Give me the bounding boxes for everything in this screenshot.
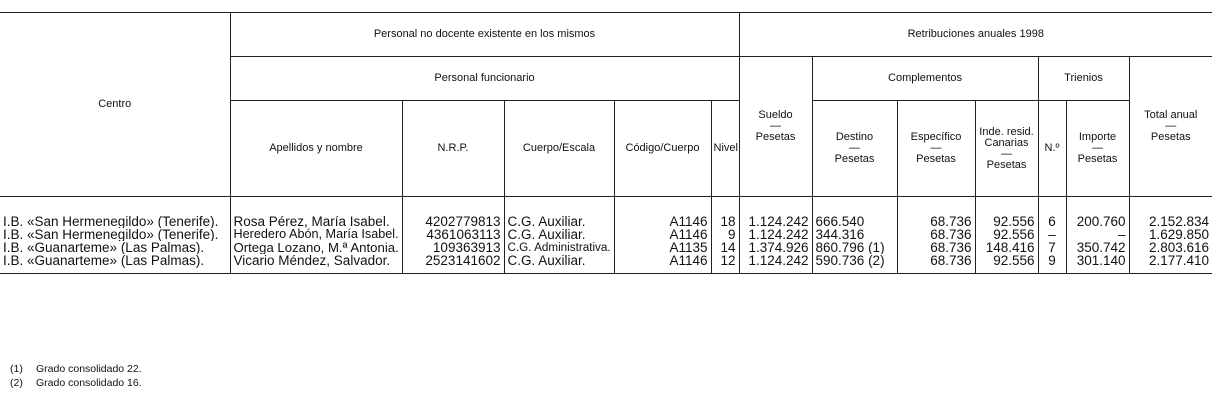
- footnotes: [10, 362, 142, 390]
- footnote-text: Grado consolidado 22.: [36, 363, 142, 375]
- cell-codigo: A1146: [614, 228, 711, 241]
- cell-centro: I.B. «Guanarteme» (Las Palmas).: [3, 241, 205, 254]
- header-importe-label: Importe: [1078, 131, 1117, 143]
- header-nrp: N.R.P.: [402, 101, 504, 197]
- table-header: [0, 13, 1212, 197]
- cell-trienios-n: 9: [1038, 254, 1066, 274]
- header-centro: Centro: [0, 13, 230, 197]
- cell-total: 2.152.834: [1129, 197, 1212, 229]
- cell-nrp: 2523141602: [402, 254, 504, 274]
- cell-destino: 590.736 (2): [812, 254, 897, 274]
- header-destino-dash: —: [849, 142, 861, 154]
- table-row: [0, 197, 1212, 229]
- cell-cuerpo: C.G. Administrativa.: [504, 241, 614, 254]
- header-indemnizacion: [975, 101, 1038, 197]
- header-especifico-dash: —: [930, 142, 942, 154]
- header-indemn-line1: Inde. resid.: [979, 125, 1034, 138]
- cell-centro: I.B. «San Hermenegildo» (Tenerife).: [3, 214, 219, 228]
- cell-nombre: Heredero Abón, María Isabel.: [230, 228, 402, 241]
- header-complementos: Complementos: [812, 57, 1038, 101]
- header-importe-dash: —: [1092, 142, 1104, 154]
- cell-indemnizacion: 92.556: [975, 197, 1038, 229]
- footnote-number: (1): [10, 363, 23, 375]
- cell-importe: 301.140: [1066, 254, 1129, 274]
- header-importe: [1066, 101, 1129, 197]
- cell-codigo: A1135: [614, 241, 711, 254]
- cell-especifico: 68.736: [897, 228, 975, 241]
- header-sueldo-label: Sueldo: [758, 109, 793, 121]
- header-sueldo-dash: —: [770, 120, 782, 132]
- cell-sueldo: 1.124.242: [739, 254, 812, 274]
- cell-indemnizacion: 92.556: [975, 254, 1038, 274]
- cell-cuerpo: C.G. Auxiliar.: [504, 254, 614, 274]
- header-sueldo-unit: Pesetas: [755, 131, 796, 143]
- cell-indemnizacion: 148.416: [975, 241, 1038, 254]
- header-destino: [812, 101, 897, 197]
- cell-sueldo: 1.124.242: [739, 197, 812, 229]
- cell-indemnizacion: 92.556: [975, 228, 1038, 241]
- retribuciones-table: [0, 12, 1212, 274]
- header-especifico: [897, 101, 975, 197]
- cell-sueldo: 1.124.242: [739, 228, 812, 241]
- header-personal-no-docente: Personal no docente existente en los mismos: [230, 13, 739, 57]
- table-row: [0, 241, 1212, 254]
- header-codigo: Código/Cuerpo: [614, 101, 711, 197]
- header-personal-funcionario: Personal funcionario: [230, 57, 739, 101]
- cell-nivel: 12: [711, 254, 739, 274]
- footnote-number: (2): [10, 377, 23, 389]
- header-importe-unit: Pesetas: [1077, 153, 1118, 165]
- cell-importe: 350.742: [1066, 241, 1129, 254]
- header-indemn-dash: —: [1001, 147, 1013, 160]
- header-total: [1129, 57, 1212, 197]
- footnote: [10, 376, 142, 390]
- cell-nombre: Ortega Lozano, M.ª Antonia.: [230, 241, 402, 254]
- header-especifico-unit: Pesetas: [916, 153, 956, 165]
- header-total-dash: —: [1165, 120, 1177, 132]
- header-especifico-label: Específico: [910, 131, 962, 143]
- cell-total: 2.177.410: [1129, 254, 1212, 274]
- cell-destino: 344.316: [812, 228, 897, 241]
- cell-cuerpo: C.G. Auxiliar.: [504, 228, 614, 241]
- header-sueldo: [739, 57, 812, 197]
- header-indemn-line2: Canarias: [984, 136, 1029, 149]
- table-body: [0, 197, 1212, 274]
- cell-nrp: 109363913: [402, 241, 504, 254]
- cell-destino: 860.796 (1): [812, 241, 897, 254]
- header-destino-label: Destino: [835, 131, 874, 143]
- cell-centro: I.B. «Guanarteme» (Las Palmas).: [3, 254, 205, 268]
- cell-codigo: A1146: [614, 254, 711, 274]
- header-total-label: Total anual: [1144, 109, 1198, 121]
- cell-nivel: 14: [711, 241, 739, 254]
- header-trienios-n: N.º: [1038, 101, 1066, 197]
- cell-nivel: 18: [711, 197, 739, 229]
- cell-nombre: Rosa Pérez, María Isabel.: [230, 197, 402, 229]
- header-cuerpo: Cuerpo/Escala: [504, 101, 614, 197]
- header-apellidos: Apellidos y nombre: [230, 101, 402, 197]
- cell-total: 2.803.616: [1129, 241, 1212, 254]
- cell-total: 1.629.850: [1129, 228, 1212, 241]
- cell-nrp: 4202779813: [402, 197, 504, 229]
- header-trienios: Trienios: [1038, 57, 1129, 101]
- cell-sueldo: 1.374.926: [739, 241, 812, 254]
- cell-trienios-n: –: [1038, 228, 1066, 241]
- cell-nrp: 4361063113: [402, 228, 504, 241]
- cell-especifico: 68.736: [897, 197, 975, 229]
- cell-especifico: 68.736: [897, 254, 975, 274]
- cell-importe: 200.760: [1066, 197, 1129, 229]
- header-destino-unit: Pesetas: [834, 153, 875, 165]
- cell-nombre: Vicario Méndez, Salvador.: [230, 254, 402, 274]
- footnote-text: Grado consolidado 16.: [36, 377, 142, 389]
- retribuciones-table-wrapper: [0, 12, 1212, 274]
- header-nivel: Nivel: [711, 101, 739, 197]
- header-retribuciones: Retribuciones anuales 1998: [739, 13, 1212, 57]
- cell-centro: I.B. «San Hermenegildo» (Tenerife).: [3, 228, 219, 241]
- cell-trienios-n: 6: [1038, 197, 1066, 229]
- header-total-unit: Pesetas: [1150, 131, 1191, 143]
- cell-codigo: A1146: [614, 197, 711, 229]
- footnote: [10, 362, 142, 376]
- header-indemn-unit: Pesetas: [986, 158, 1027, 171]
- table-row: [0, 228, 1212, 241]
- cell-importe: –: [1066, 228, 1129, 241]
- cell-destino: 666.540: [812, 197, 897, 229]
- table-row: [0, 254, 1212, 274]
- cell-cuerpo: C.G. Auxiliar.: [504, 197, 614, 229]
- cell-especifico: 68.736: [897, 241, 975, 254]
- cell-nivel: 9: [711, 228, 739, 241]
- cell-trienios-n: 7: [1038, 241, 1066, 254]
